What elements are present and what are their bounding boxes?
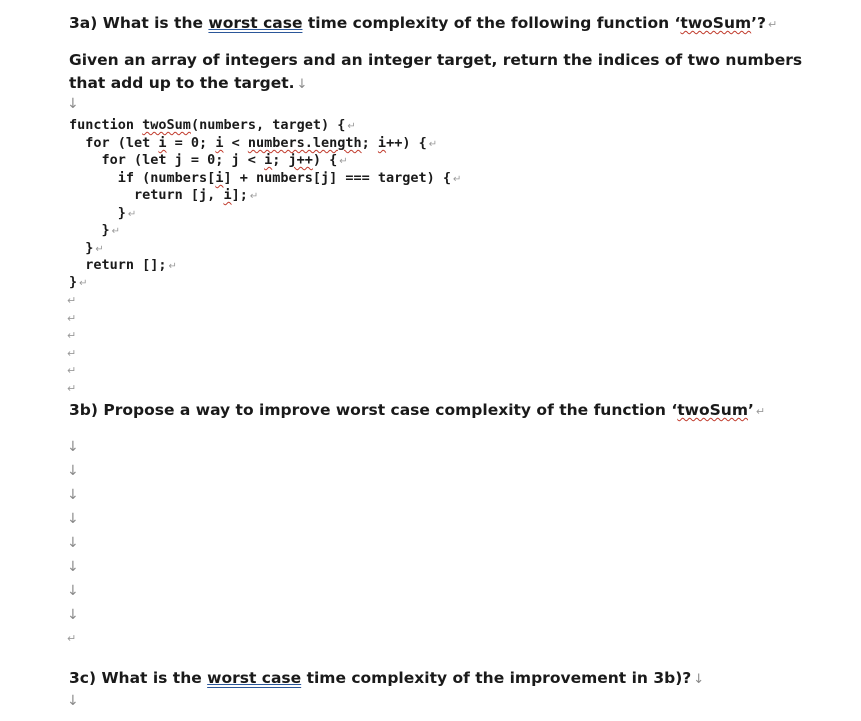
problem-description (69, 49, 829, 96)
paragraph-mark: ↵ (67, 364, 77, 377)
paragraph-mark: ↵ (79, 278, 88, 289)
code-token: for (let j = 0; j < (69, 152, 265, 168)
code-token: return [j, (69, 187, 224, 203)
description-text: Given an array of integers and an integer target, return the indices of two numbers that add up to the target. (69, 51, 803, 92)
paragraph-mark: ↵ (453, 174, 462, 185)
line-break-mark: ↓ (67, 559, 79, 575)
code-token: i (158, 135, 167, 151)
paragraph-mark: ↵ (428, 139, 438, 150)
paragraph-mark: ↵ (347, 121, 356, 132)
code-token: i (264, 152, 273, 168)
code-token: } (69, 274, 78, 290)
code-token: ; (272, 152, 289, 168)
code-token: ; (361, 135, 378, 151)
q3b-text: 3b) Propose a way to improve worst case complexity of the function ‘ (69, 401, 678, 419)
line-break-mark: ↓ (67, 693, 79, 709)
code-line-10 (69, 274, 88, 293)
code-token: ++) { (386, 135, 427, 151)
q3c-worst-case: worst case (207, 669, 302, 687)
paragraph-mark: ↵ (67, 329, 77, 342)
code-function-name: twoSum (142, 117, 191, 133)
code-token: function (69, 117, 143, 133)
code-token: i (223, 187, 232, 203)
line-break-mark: ↓ (67, 583, 79, 599)
paragraph-mark: ↵ (67, 632, 77, 645)
paragraph-mark: ↵ (127, 209, 137, 220)
code-token: return []; (69, 257, 167, 273)
q3a-worst-case: worst case (208, 14, 303, 32)
line-break-mark: ↓ (67, 535, 79, 551)
question-3a (69, 13, 777, 35)
line-break-mark: ↓ (67, 607, 79, 623)
code-line-2 (69, 135, 437, 154)
q3b-suffix: ’ (748, 401, 754, 419)
paragraph-mark: ↵ (111, 226, 121, 237)
paragraph-mark: ↵ (67, 312, 77, 325)
code-line-4 (69, 170, 461, 189)
paragraph-mark: ↵ (95, 244, 104, 255)
q3c-prefix: 3c) What is the (69, 669, 208, 687)
code-token: if (numbers[ (69, 170, 216, 186)
code-line-6 (69, 205, 136, 224)
paragraph-mark: ↵ (67, 382, 77, 395)
code-line-9 (69, 257, 177, 276)
q3c-suffix: time complexity of the improvement in 3b)? (301, 669, 692, 687)
code-line-7 (69, 222, 120, 241)
line-break-mark: ↓ (67, 96, 79, 112)
paragraph-mark: ↵ (168, 261, 177, 272)
code-token: for (let (69, 135, 159, 151)
code-token: ]; (231, 187, 248, 203)
line-break-mark: ↓ (67, 463, 79, 479)
paragraph-mark: ↵ (755, 405, 766, 418)
line-break-mark: ↓ (67, 439, 79, 455)
code-token: } (69, 205, 126, 221)
code-token: } (69, 240, 94, 256)
code-line-5 (69, 187, 258, 206)
line-break-mark: ↓ (296, 77, 308, 92)
line-break-mark: ↓ (67, 511, 79, 527)
paragraph-mark: ↵ (768, 18, 778, 31)
code-token: numbers.length (247, 135, 362, 151)
code-token: i (215, 135, 224, 151)
question-3b (69, 400, 765, 422)
code-token: = 0; (166, 135, 216, 151)
q3a-suffix: ’? (751, 14, 767, 32)
q3a-prefix: 3a) What is the (69, 14, 209, 32)
question-3c (69, 668, 704, 690)
q3b-function-name: twoSum (677, 401, 748, 419)
code-token: (numbers, target) { (190, 117, 346, 133)
paragraph-mark: ↵ (339, 156, 348, 167)
paragraph-mark: ↵ (67, 294, 77, 307)
paragraph-mark: ↵ (67, 347, 77, 360)
code-line-3 (69, 152, 348, 171)
q3a-function-name: twoSum (680, 14, 752, 32)
q3a-middle: time complexity of the following function ‘ (302, 14, 681, 32)
line-break-mark: ↓ (67, 487, 79, 503)
code-token: < (223, 135, 248, 151)
line-break-mark: ↓ (693, 672, 705, 687)
code-token: } (69, 222, 110, 238)
code-token: ) { (312, 152, 338, 168)
paragraph-mark: ↵ (249, 191, 259, 202)
code-token: j++ (288, 152, 313, 168)
code-line-1 (69, 117, 356, 136)
code-token: i (215, 170, 224, 186)
code-token: ] + numbers[j] === target) { (223, 170, 452, 186)
code-token: i (377, 135, 387, 151)
code-line-8 (69, 240, 104, 259)
